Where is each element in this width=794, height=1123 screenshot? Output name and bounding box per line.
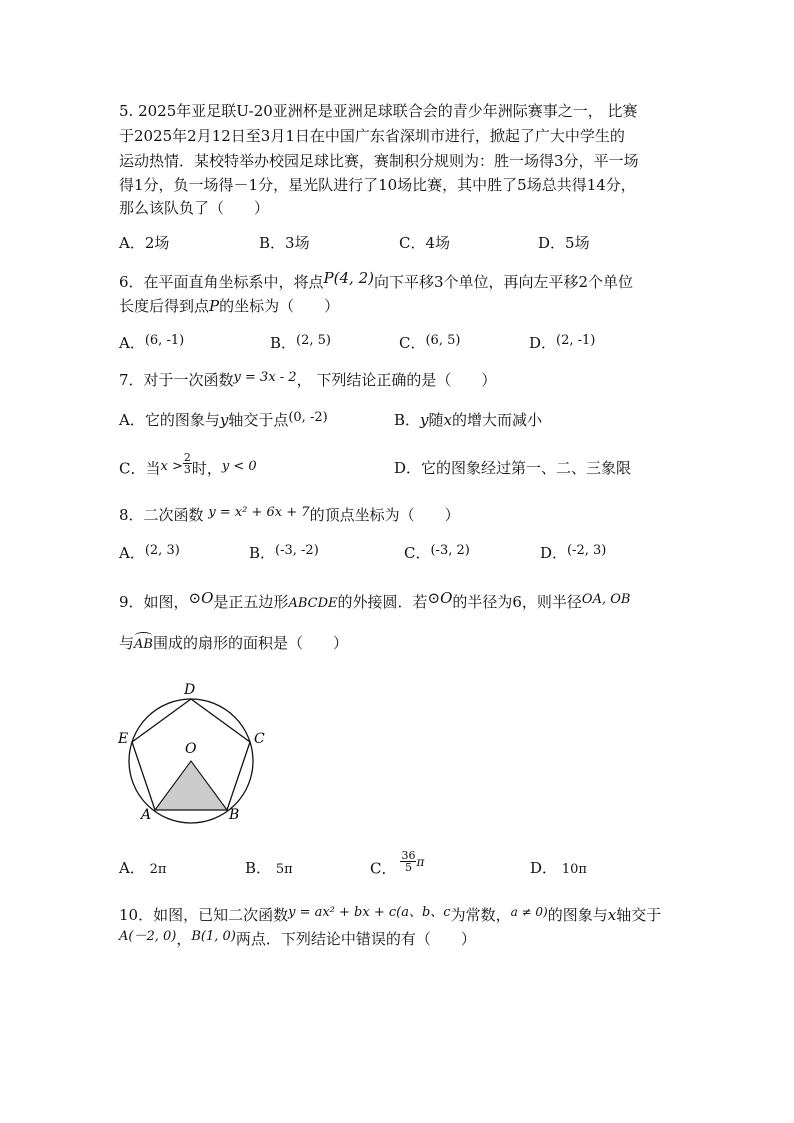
q9-option-b-value: 5π [275,862,293,877]
q9-text-mid: 是正五边形 [213,593,289,611]
q10-text: 10．如图，已知二次函数 [119,906,289,924]
q8-func: y = x² + 6x + 7 [208,505,310,520]
q10-condition: a ≠ 0) [510,905,548,919]
q8-option-a-label: A． [119,544,145,562]
q9-text-2: 与 [119,634,135,652]
q8-option-d-value: (-2, 3) [567,543,607,558]
q9-line-1 [119,589,631,614]
q7-option-c-ineq: y < 0 [221,458,257,474]
q9-text: 9．如图， [119,593,189,611]
q6-text: 6．在平面直角坐标系中，将点 [119,273,324,291]
q7-option-a [119,410,328,432]
q9-option-a-label: A． [119,859,145,877]
q6-option-c-label: C． [399,334,426,352]
q7-option-b-mid: 随 [428,411,444,429]
q9-text-2-post: 围成的扇形的面积是（ ） [152,634,348,652]
q7-option-b [394,410,542,430]
q7-option-c-num: 2 [183,451,191,464]
q9-radii: OA, OB [581,592,631,607]
q9-circle-symbol: ⊙O [188,589,214,607]
q6-text-2-post: 的坐标为（ ） [219,297,340,315]
q9-figure [112,678,272,828]
label-b: B [229,807,240,823]
label-e: E [118,731,129,747]
q7-option-c [119,451,257,481]
q6-option-a-value: (6, -1) [144,333,185,348]
q7-text-post: ， 下列结论正确的是（ ） [296,371,497,389]
q9-option-d [530,858,587,880]
q9-option-b [245,858,293,880]
q8-option-a [119,543,180,565]
q8-text: 8．二次函数 [119,506,204,524]
q7-option-c-den: 3 [183,463,191,476]
q10-text-2: 两点．下列结论中错误的有（ ） [235,930,476,948]
q5-line-3: 运动热情．某校特举办校园足球比赛，赛制积分规则为：胜一场得3分，平一场 [119,152,639,170]
q7-option-b-var-y: y [420,411,429,429]
q9-option-c-num: 36 [401,849,416,862]
q5-line-2: 于2025年2月12日至3月1日在中国广东省深圳市进行，掀起了广大中学生的 [119,127,625,145]
q6-text-post: 向下平移3个单位，再向左平移2个单位 [373,273,634,291]
q5-option-c: C．4场 [399,234,451,252]
q6-option-d-label: D． [529,334,557,352]
q9-option-c-den: 5 [404,861,412,874]
q9-option-d-label: D． [530,859,558,877]
q6-option-c-value: (6, 5) [425,333,461,348]
q6-option-a-label: A． [119,334,145,352]
q5-line-5: 那么该队负了（ ） [119,199,270,217]
q10-text-end: 轴交于 [616,906,662,924]
q8-option-a-value: (2, 3) [144,543,180,558]
q5-option-a: A．2场 [119,234,170,252]
q6-option-a [119,333,184,355]
q7-option-c-x: x > [160,458,183,474]
q9-pentagon: ABCDE [288,596,338,611]
label-c: C [254,731,265,747]
q7-option-c-mid: 时， [191,459,222,478]
q6-point: P(4, 2) [323,269,374,287]
q6-option-b-value: (2, 5) [296,333,331,348]
q8-line-1 [119,505,460,527]
q8-text-post: 的顶点坐标为（ ） [309,506,460,524]
q9-option-a-value: 2π [149,862,167,877]
q9-option-c-pi: π [416,854,425,869]
q7-text: 7．对于一次函数 [119,371,234,389]
q7-option-c-fraction [183,452,192,475]
q9-option-a [119,858,166,880]
q7-option-b-label: B． [394,411,421,429]
q6-option-c [399,333,460,355]
q9-arc-ab: AB [134,635,153,655]
sector-aob [155,761,227,810]
q7-line-1 [119,370,496,392]
q10-line-1 [119,905,661,927]
q7-func: y = 3x - 2 [233,370,297,385]
q7-option-a-point: (0, -2) [288,410,328,425]
q6-line-2 [119,296,339,316]
q7-option-b-text: 的增大而减小 [452,411,543,429]
q6-var-p: P [209,297,220,315]
q6-line-1 [119,269,634,292]
q8-option-b [249,543,319,565]
q10-point-a: A(－2, 0) [119,929,177,944]
q5-line-1: 5. 2025年亚足联U-20亚洲杯是亚洲足球联合会的青少年洲际赛事之一， 比赛 [119,102,638,120]
q9-option-c [370,849,425,881]
q7-option-a-var: y [219,411,229,429]
q8-option-d [540,543,606,565]
q6-option-d [529,333,595,355]
q7-option-b-var-x: x [443,411,452,429]
q6-text-2: 长度后得到点 [119,297,210,315]
q8-option-c-label: C． [404,544,431,562]
q6-option-d-value: (2, -1) [556,333,596,348]
q8-option-c [404,543,470,565]
q9-option-b-label: B． [245,859,272,877]
q5-line-4: 得1分，负一场得－1分，星光队进行了10场比赛，其中胜了5场总共得14分， [119,176,636,194]
q10-func: y = ax² + bx + c(a、b、c [288,905,451,920]
q6-option-b-label: B． [270,334,297,352]
q9-text-mid2: 的外接圆．若 [337,593,428,611]
q10-text-mid: 为常数， [450,906,511,924]
q8-option-d-label: D． [540,544,568,562]
q10-line-2 [119,929,476,951]
q9-circle-symbol-2: ⊙O [427,589,453,607]
label-a: A [141,807,152,823]
q8-option-b-value: (-3, -2) [275,543,319,558]
q7-option-a-text: A．它的图象与 [119,411,220,429]
q7-option-c-text: C．当 [119,459,161,478]
label-d: D [184,682,196,698]
label-o: O [185,741,197,757]
q9-text-post: 的半径为6，则半径 [452,593,582,611]
q10-x-var: x [607,906,617,924]
q5-option-b: B．3场 [259,234,310,252]
q9-line-2 [119,633,348,655]
q10-comma: ， [176,930,192,948]
q10-point-b: B(1, 0) [191,929,236,944]
q8-option-b-label: B． [249,544,276,562]
q5-option-d: D．5场 [538,234,590,252]
q9-option-c-fraction [400,850,416,873]
q9-option-d-value: 10π [561,862,587,877]
q7-option-d: D．它的图象经过第一、二、三象限 [394,459,632,477]
q10-text-post: 的图象与 [547,906,608,924]
q8-option-c-value: (-3, 2) [430,543,470,558]
q9-option-c-label: C． [370,859,397,878]
q6-option-b [270,333,331,355]
q7-option-a-mid: 轴交于点 [228,411,289,429]
